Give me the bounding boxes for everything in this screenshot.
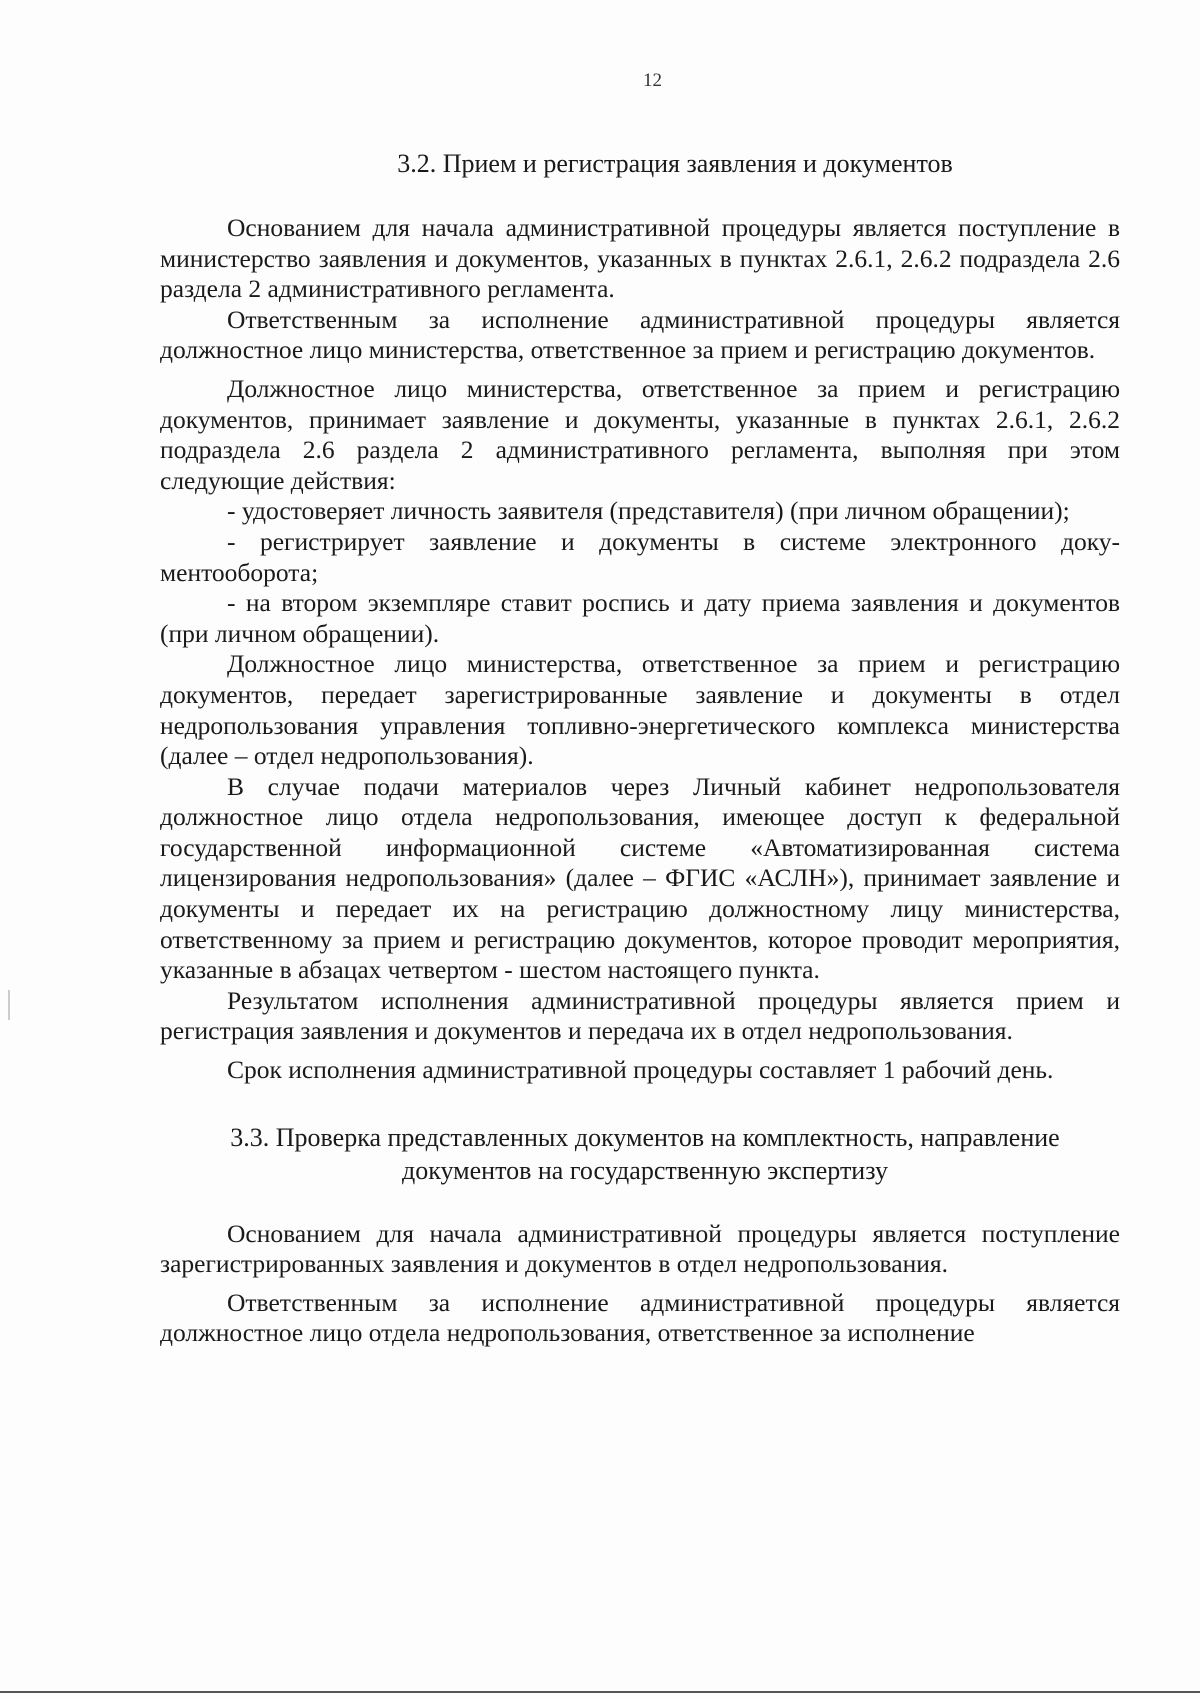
scan-artifact xyxy=(8,990,10,1020)
section-title-3-2: 3.2. Прием и регистрация заявления и документов xyxy=(397,149,953,178)
paragraph: Должностное лицо министерства, ответственное за прием и регистрацию документов, передает зарегистрированные заявление и документы в отдел недропользования управления топливно-энергетического комплекса министерства (далее – отдел недропользования). xyxy=(160,649,1120,771)
paragraph: Основанием для начала административной процедуры является поступление зарегистрированных заявления и документов в отдел недропользования. xyxy=(160,1218,1120,1279)
paragraph: Ответственным за исполнение административной процедуры является должностное лицо отдела недропользования, ответственное за исполнение xyxy=(160,1287,1120,1348)
paragraph: Должностное лицо министерства, ответственное за прием и регистрацию документов, принимает заявление и документы, указанные в пунктах 2.6.1, 2.6.2 подраздела 2.6 раздела 2 административного регламента, выполняя при этом следующие действия: xyxy=(160,373,1120,495)
scan-bottom-edge xyxy=(0,1691,1200,1693)
page-number: 12 xyxy=(643,70,662,91)
paragraph: Ответственным за исполнение административной процедуры является должностное лицо министерства, ответственное за прием и регистрацию документов. xyxy=(160,304,1120,365)
list-item: - регистрирует заявление и документы в системе электронного документооборота; xyxy=(160,526,1120,587)
paragraph: В случае подачи материалов через Личный кабинет недропользователя должностное лицо отдела недропользования, имеющее доступ к федеральной государственной информационной системе «Автоматизированная система лицензирования недропользования» (далее – ФГИС «АСЛН»), принимает заявление и документы и передает их на регистрацию должностному лицу министерства, ответственному за прием и регистрацию документов, которое проводит мероприятия, указанные в абзацах четвертом - шестом настоящего пункта. xyxy=(160,771,1120,985)
section-title-3-3: 3.3. Проверка представленных документов на комплектность, направление документов на государственную экспертизу xyxy=(230,1122,1060,1185)
list-item: - удостоверяет личность заявителя (представителя) (при личном обращении); xyxy=(227,496,1070,526)
paragraph: Срок исполнения административной процедуры составляет 1 рабочий день. xyxy=(227,1055,1054,1085)
document-body xyxy=(160,148,1120,1349)
paragraph: Результатом исполнения административной процедуры является прием и регистрация заявления и документов и передача их в отдел недропользования. xyxy=(160,985,1120,1046)
paragraph: Основанием для начала административной процедуры является поступление в министерство заявления и документов, указанных в пунктах 2.6.1, 2.6.2 подраздела 2.6 раздела 2 административного регламента. xyxy=(160,213,1120,304)
list-item: - на втором экземпляре ставит роспись и дату приема заявления и документов (при личном обращении). xyxy=(160,588,1120,648)
